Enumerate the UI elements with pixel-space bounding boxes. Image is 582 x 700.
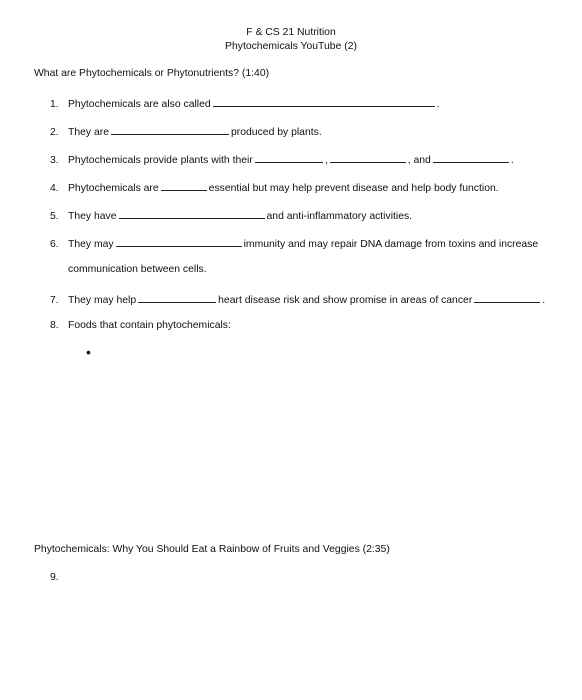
question-text: . bbox=[436, 99, 440, 110]
section-title-2: Phytochemicals: Why You Should Eat a Rainbow of Fruits and Veggies (2:35) bbox=[34, 544, 390, 555]
question-text: . bbox=[510, 155, 514, 166]
question-text: immunity and may repair DNA damage from toxins and increase bbox=[243, 239, 539, 250]
question-text: They may help bbox=[68, 295, 137, 306]
worksheet-header bbox=[0, 26, 582, 54]
question-number: 5. bbox=[50, 211, 59, 222]
question-8 bbox=[50, 320, 231, 331]
answer-blank[interactable] bbox=[474, 292, 540, 303]
question-text: , and bbox=[407, 155, 431, 166]
question-number: 2. bbox=[50, 127, 59, 138]
course-title: F & CS 21 Nutrition bbox=[246, 27, 336, 38]
question-text: They may bbox=[68, 239, 114, 250]
question-number: 8. bbox=[50, 320, 59, 331]
question-text: They are bbox=[68, 127, 110, 138]
question-text: They have bbox=[68, 211, 117, 222]
question-7 bbox=[50, 292, 545, 306]
question-5 bbox=[50, 208, 412, 222]
question-text: essential but may help prevent disease and help body function. bbox=[208, 183, 499, 194]
question-6 bbox=[50, 236, 538, 250]
question-text: Phytochemicals are bbox=[68, 183, 159, 194]
question-2 bbox=[50, 124, 322, 138]
question-9 bbox=[50, 572, 68, 583]
answer-blank[interactable] bbox=[213, 96, 435, 107]
question-6-continued: communication between cells. bbox=[68, 264, 207, 275]
answer-blank[interactable] bbox=[433, 152, 509, 163]
question-text: . bbox=[542, 295, 546, 306]
question-text: heart disease risk and show promise in areas of cancer bbox=[218, 295, 473, 306]
section-title-1: What are Phytochemicals or Phytonutrients? (1:40) bbox=[34, 68, 270, 79]
question-text: Phytochemicals provide plants with their bbox=[68, 155, 253, 166]
answer-blank[interactable] bbox=[116, 236, 242, 247]
question-number: 1. bbox=[50, 99, 59, 110]
bullet-point: • bbox=[86, 344, 91, 360]
answer-blank[interactable] bbox=[111, 124, 229, 135]
question-number: 4. bbox=[50, 183, 59, 194]
question-text: and anti-inflammatory activities. bbox=[266, 211, 413, 222]
question-number: 9. bbox=[50, 572, 59, 583]
answer-blank[interactable] bbox=[161, 180, 207, 191]
answer-blank[interactable] bbox=[138, 292, 216, 303]
question-text: , bbox=[324, 155, 328, 166]
question-number: 7. bbox=[50, 295, 59, 306]
worksheet-subtitle: Phytochemicals YouTube (2) bbox=[225, 41, 357, 52]
question-3 bbox=[50, 152, 514, 166]
question-4 bbox=[50, 180, 499, 194]
answer-blank[interactable] bbox=[119, 208, 265, 219]
question-number: 3. bbox=[50, 155, 59, 166]
question-text: Phytochemicals are also called bbox=[68, 99, 211, 110]
question-text: Foods that contain phytochemicals: bbox=[68, 320, 231, 331]
answer-blank[interactable] bbox=[330, 152, 406, 163]
question-text: produced by plants. bbox=[231, 127, 322, 138]
question-number: 6. bbox=[50, 239, 59, 250]
question-1 bbox=[50, 96, 440, 110]
answer-blank[interactable] bbox=[255, 152, 323, 163]
